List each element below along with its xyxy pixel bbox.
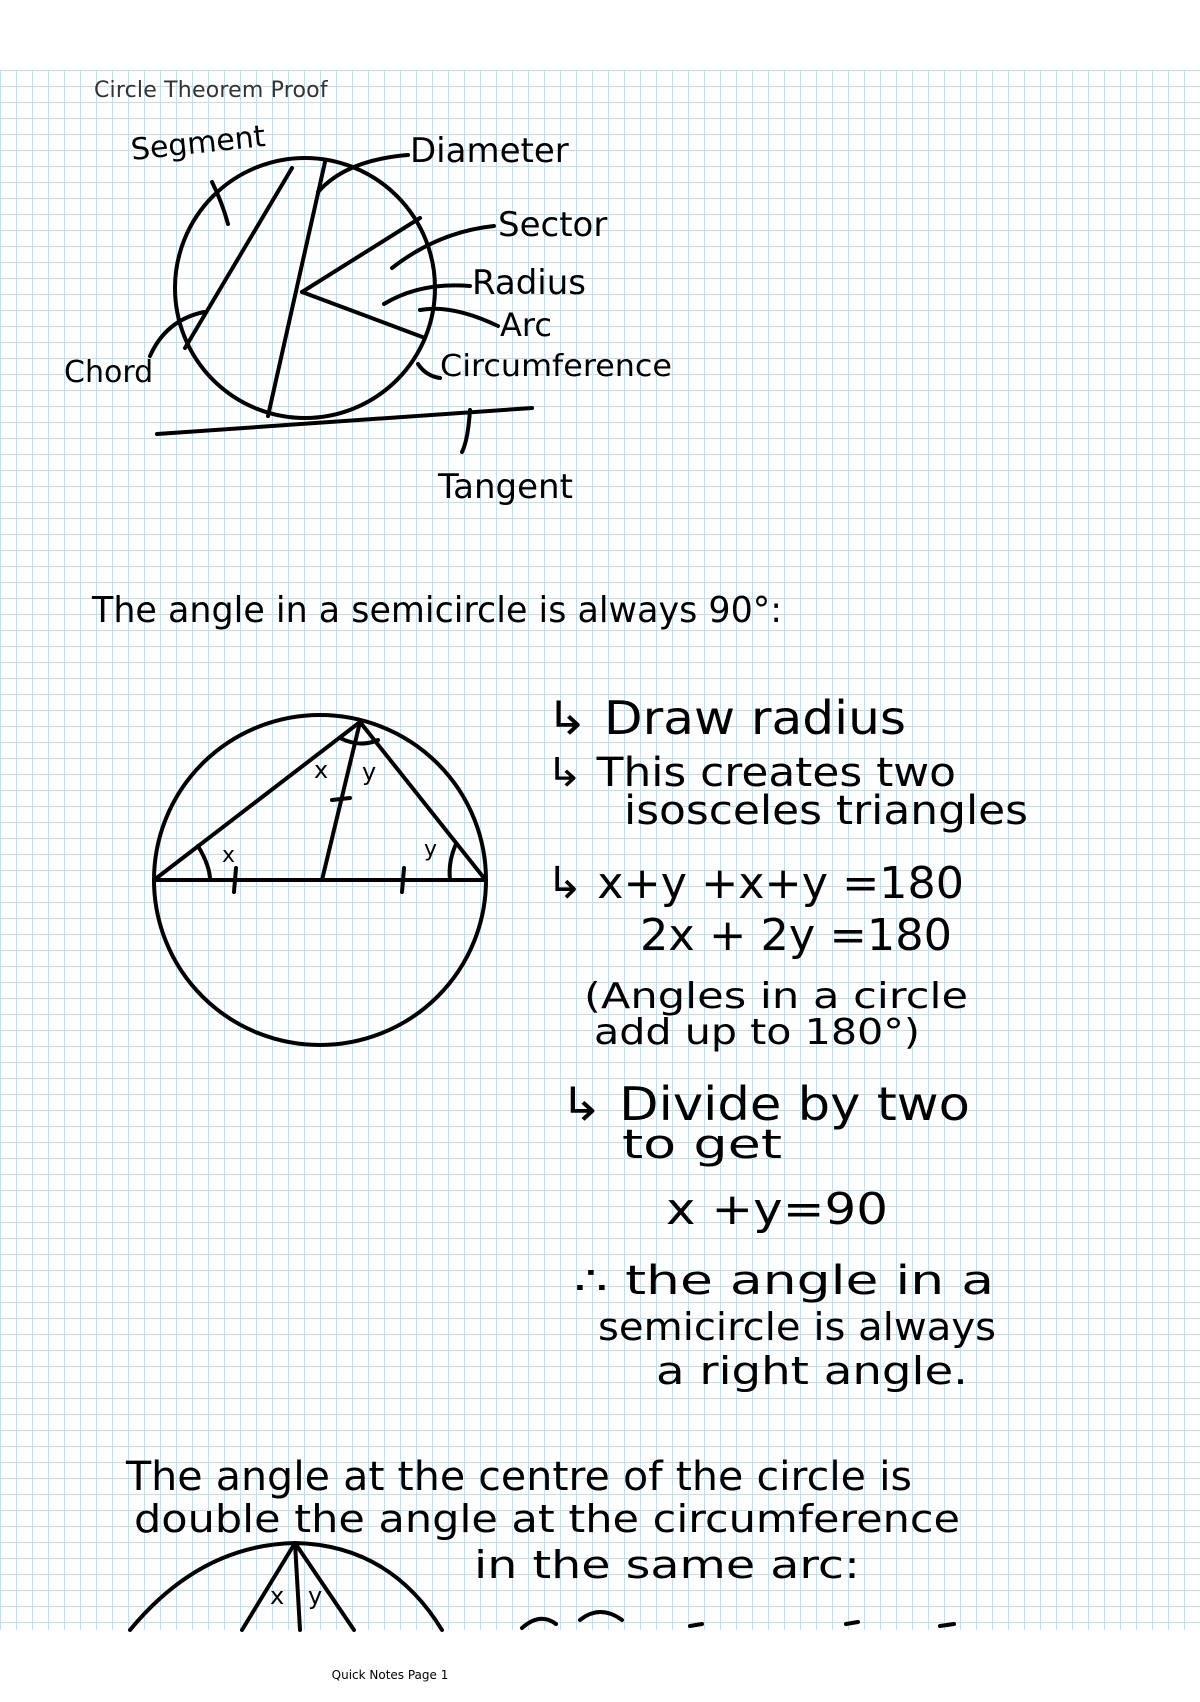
sector-leader [392,226,494,268]
step-to-get: to get [622,1122,782,1168]
angle-arc-left [198,846,210,880]
step-isosceles: isosceles triangles [624,788,1028,834]
angle-label-y-right: y [424,837,438,862]
angle-label-x-top: x [314,756,329,784]
radius-leader [384,285,470,304]
conclusion-line-3: a right angle. [656,1349,968,1393]
label-diameter: Diameter [410,131,569,171]
section2-heading-2: double the angle at the circumference [134,1497,960,1541]
step-angles-note-2: add up to 180°) [594,1012,920,1053]
tick-right [402,868,404,892]
circle-parts-diagram [150,155,532,452]
partial-step-marks-2 [690,1622,954,1626]
angle-label-y: y [308,1582,323,1610]
label-arc: Arc [500,306,552,344]
radius-line-2 [302,292,425,338]
step-divide: ↳ Divide by two [560,1077,970,1131]
step-draw-radius: ↳ Draw radius [546,691,906,745]
angle-label-y-top: y [362,758,377,786]
label-circumference: Circumference [440,349,672,384]
page-title: Circle Theorem Proof [94,78,328,103]
label-tangent: Tangent [438,467,573,507]
label-chord: Chord [64,355,154,390]
angle-label-x: x [270,1582,285,1610]
chord-right [295,1543,354,1630]
section1-heading: The angle in a semicircle is always 90°: [91,590,782,631]
conclusion-line-2: semicircle is always [598,1305,996,1349]
page-footer: Quick Notes Page 1 [331,1668,449,1682]
step-angles-note: (Angles in a circle [584,976,968,1017]
section2-heading-3: in the same arc: [474,1543,860,1587]
step-creates-two: ↳ This creates two [546,750,956,796]
diameter-line [268,162,325,416]
tangent-leader [462,410,470,452]
step-result: x +y=90 [666,1184,888,1235]
label-radius: Radius [472,263,587,303]
conclusion-line-1: ∴ the angle in a [574,1258,994,1304]
tick-left [234,868,236,892]
chord-line [185,168,292,348]
tick-top [332,798,350,800]
angle-label-x-left: x [222,843,236,868]
radius-line-1 [302,218,420,292]
angle-arc-right [450,844,456,880]
chord-left [242,1543,295,1630]
step-equation-1: ↳ x+y +x+y =180 [546,858,964,909]
label-sector: Sector [498,205,608,245]
partial-step-mark [522,1612,622,1628]
centre-line [295,1543,300,1630]
step-equation-2: 2x + 2y =180 [640,910,952,961]
circumference-leader [418,364,440,378]
section2-heading-1: The angle at the centre of the circle is [124,1454,912,1500]
label-segment: Segment [129,119,268,168]
